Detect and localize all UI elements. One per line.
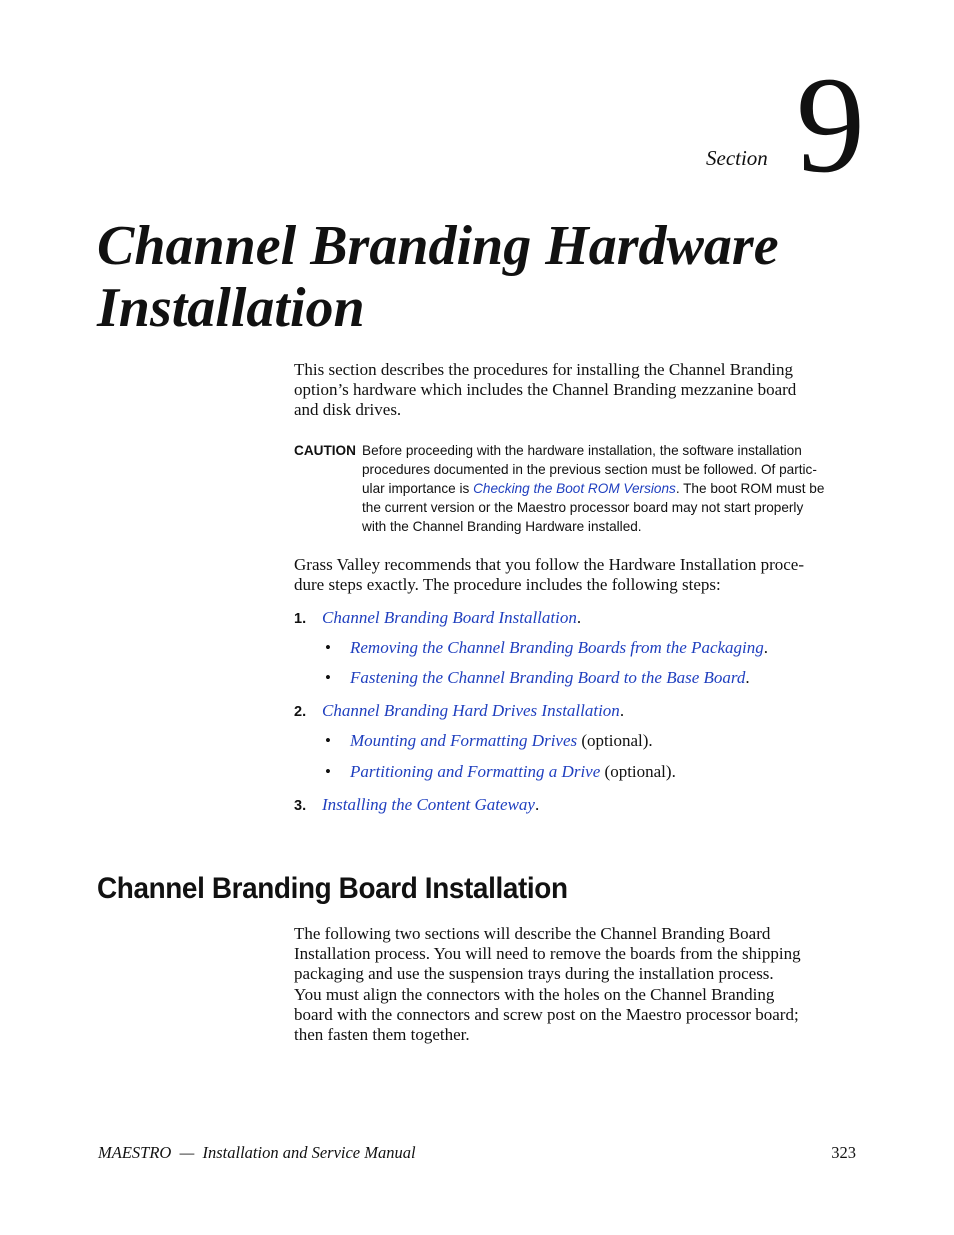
- substep-suffix: .: [763, 638, 769, 657]
- board-install-paragraph: [294, 924, 859, 1045]
- step-suffix: .: [534, 795, 540, 814]
- intro-line: This section describes the procedures for installing the Channel Branding: [294, 360, 794, 379]
- step-text: [322, 608, 581, 628]
- para-line: You must align the connectors with the holes on the Channel Branding: [294, 984, 775, 1004]
- bullet: •: [325, 762, 331, 781]
- substep-text: [350, 731, 653, 751]
- substep-text: [350, 762, 676, 782]
- substep-suffix: (optional).: [577, 731, 653, 750]
- substep-link[interactable]: Fastening the Channel Branding Board to the Base Board: [350, 668, 746, 687]
- caution-label: CAUTION: [294, 443, 356, 458]
- substep-text: [350, 668, 750, 688]
- recommend-line: Grass Valley recommends that you follow the Hardware Installation proce-: [294, 555, 804, 574]
- boot-rom-link[interactable]: Checking the Boot ROM Versions: [473, 481, 676, 496]
- footer-title: MAESTRO — Installation and Service Manual: [98, 1143, 416, 1162]
- bullet: •: [325, 638, 331, 657]
- step-text: [322, 701, 624, 721]
- step-link[interactable]: Channel Branding Board Installation: [322, 608, 577, 627]
- intro-paragraph: [294, 360, 859, 421]
- substep-link[interactable]: Removing the Channel Branding Boards from the Packaging: [350, 638, 764, 657]
- recommend-paragraph: [294, 555, 859, 595]
- caution-line: ular importance is: [362, 481, 474, 496]
- section-number: 9: [796, 48, 865, 201]
- caution-text: [362, 441, 832, 536]
- substep-suffix: (optional).: [600, 762, 676, 781]
- step-number: 3.: [294, 798, 307, 814]
- caution-line: with the Channel Branding Hardware installed.: [362, 519, 642, 534]
- bullet: •: [325, 668, 331, 687]
- para-line: packaging and use the suspension trays during the installation process.: [294, 964, 774, 984]
- substep-suffix: .: [745, 668, 750, 687]
- step-link[interactable]: Channel Branding Hard Drives Installation: [322, 701, 620, 720]
- title-line-1: Channel Branding Hardware: [97, 215, 779, 277]
- section-label: Section: [706, 146, 768, 170]
- step-suffix: .: [619, 701, 625, 720]
- caution-line: procedures documented in the previous section must be followed. Of partic-: [362, 462, 817, 477]
- bullet: •: [325, 731, 331, 750]
- intro-line: and disk drives.: [294, 400, 402, 420]
- page-number: 323: [831, 1143, 856, 1162]
- step-number: 1.: [294, 611, 307, 627]
- section-heading: Channel Branding Board Installation: [97, 872, 568, 905]
- caution-line: the current version or the Maestro processor board may not start properly: [362, 500, 804, 515]
- para-line: Installation process. You will need to remove the boards from the shipping: [294, 944, 801, 964]
- title-line-2: Installation: [97, 277, 365, 339]
- recommend-line: dure steps exactly. The procedure includes the following steps:: [294, 575, 721, 595]
- caution-line: . The boot ROM must be: [675, 481, 825, 496]
- step-number: 2.: [294, 704, 307, 720]
- para-line: then fasten them together.: [294, 1025, 470, 1045]
- para-line: The following two sections will describe the Channel Branding Board: [294, 924, 771, 943]
- intro-line: option’s hardware which includes the Channel Branding mezzanine board: [294, 380, 797, 400]
- step-link[interactable]: Installing the Content Gateway: [322, 795, 535, 814]
- substep-link[interactable]: Partitioning and Formatting a Drive: [350, 762, 601, 781]
- step-suffix: .: [576, 608, 582, 627]
- para-line: board with the connectors and screw post on the Maestro processor board;: [294, 1004, 799, 1024]
- caution-line: Before proceeding with the hardware installation, the software installation: [362, 443, 802, 458]
- step-text: [322, 795, 539, 815]
- substep-link[interactable]: Mounting and Formatting Drives: [350, 731, 578, 750]
- page-title: [97, 215, 877, 339]
- substep-text: [350, 638, 768, 658]
